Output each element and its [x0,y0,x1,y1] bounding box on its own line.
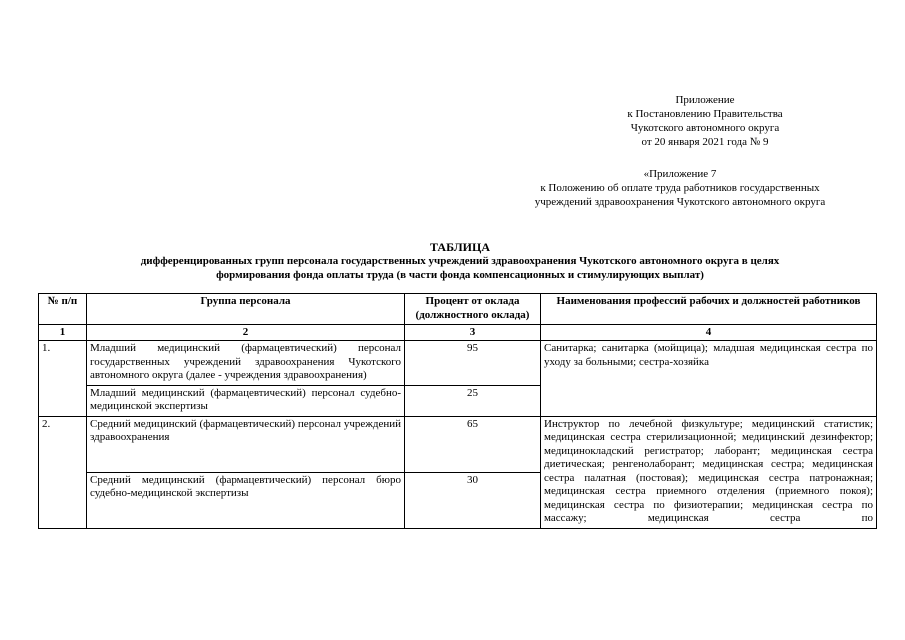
header-num: № п/п [39,294,87,325]
appendix-line-2: к Постановлению Правительства [627,108,783,120]
column-number: 2 [87,325,405,341]
title-line-2: формирования фонда оплаты труда (в части фонда компенсационных и стимулирующих выплат) [216,269,704,281]
appendix-line-1: Приложение [675,94,735,106]
professions-list: Инструктор по лечебной физкультуре; медицинский статистик; медицинская сестра стерилизационной; медицинский дезинфектор; медицинокладский регистратор; лаборант; медицинская сестра диетическая; ренгенолаборант; медицинская сестра; медицинская сестра палатная (постовая); медицинская сестра патронажная; медицинская сестра приемного отделения (приемного покоя); медицинская сестра по физиотерапии; медицинская сестра по массажу; медицинская сестра по [541,416,877,528]
percent-value: 65 [405,416,541,472]
percent-value: 25 [405,385,541,416]
staff-group: Средний медицинский (фармацевтический) персонал учреждений здравоохранения [87,416,405,472]
staff-group: Младший медицинский (фармацевтический) персонал судебно-медицинской экспертизы [87,385,405,416]
row-number: 2. [39,416,87,528]
percent-value: 30 [405,472,541,528]
header-professions: Наименования профессий рабочих и должностей работников [541,294,877,325]
header-group: Группа персонала [87,294,405,325]
appendix7-line-2: к Положению об оплате труда работников государственных [540,182,820,194]
professions-list: Санитарка; санитарка (мойщица); младшая медицинская сестра по уходу за больными; сестра-хозяйка [541,341,877,417]
title-heading: ТАБЛИЦА [430,240,490,254]
appendix-header [575,93,835,149]
column-number: 4 [541,325,877,341]
column-number: 3 [405,325,541,341]
appendix-line-4: от 20 января 2021 года № 9 [641,136,769,148]
table-title [40,240,880,282]
staff-groups-table [38,293,877,529]
table-row [39,341,877,386]
staff-group: Средний медицинский (фармацевтический) персонал бюро судебно-медицинской экспертизы [87,472,405,528]
appendix7-line-3: учреждений здравоохранения Чукотского автономного округа [534,196,826,208]
table-row [39,416,877,472]
header-percent: Процент от оклада (должностного оклада) [405,294,541,325]
percent-value: 95 [405,341,541,386]
staff-group: Младший медицинский (фармацевтический) персонал государственных учреждений здравоохранения Чукотского автономного округа (далее - учреждения здравоохранения) [87,341,405,386]
column-number-row [39,325,877,341]
appendix7-line-1: «Приложение 7 [643,168,717,180]
title-line-1: дифференцированных групп персонала государственных учреждений здравоохранения Чукотского автономного округа в целях [140,255,780,267]
header-row [39,294,877,325]
column-number: 1 [39,325,87,341]
appendix-7-header [495,167,865,209]
appendix-line-3: Чукотского автономного округа [630,122,780,134]
row-number: 1. [39,341,87,417]
